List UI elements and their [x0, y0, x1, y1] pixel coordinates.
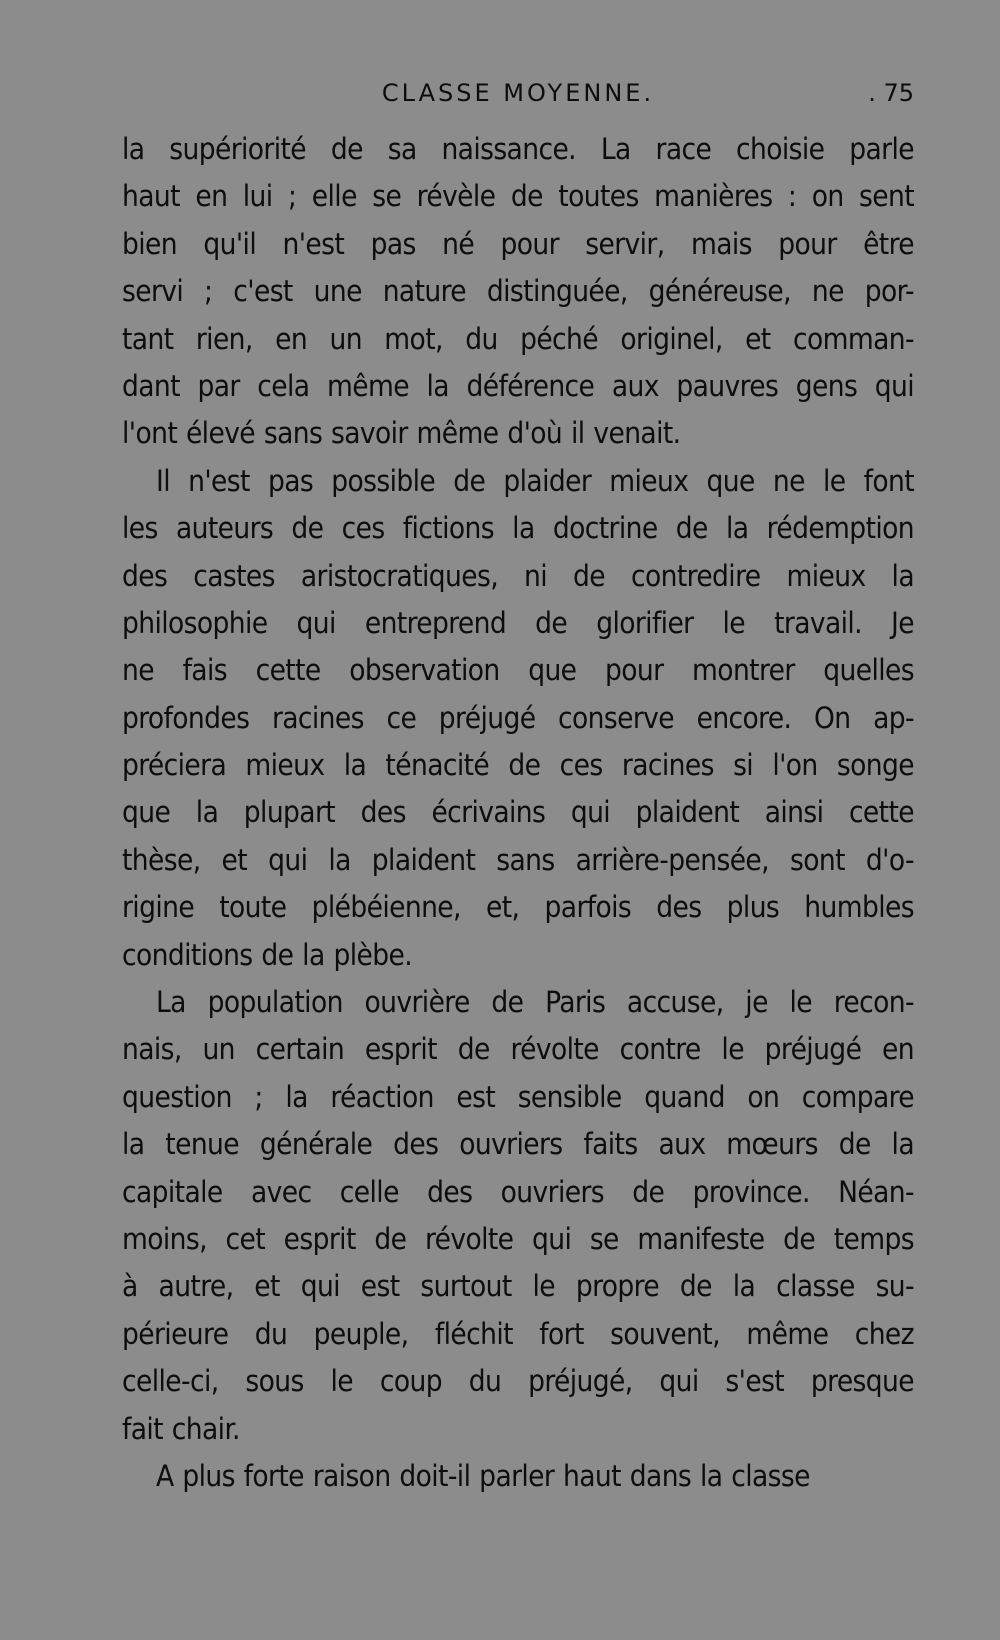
text-line: les auteurs de ces fictions la doctrine de la rédemption	[122, 511, 914, 546]
text-line: rigine toute plébéienne, et, parfois des plus humbles	[122, 890, 914, 925]
text-line: ne fais cette observation que pour montrer quelles	[122, 653, 914, 688]
text-line: celle-ci, sous le coup du préjugé, qui s'est presque	[122, 1364, 914, 1399]
text-line: préciera mieux la ténacité de ces racines si l'on songe	[122, 748, 914, 783]
text-line: capitale avec celle des ouvriers de province. Néan-	[122, 1174, 914, 1209]
text-line: la tenue générale des ouvriers faits aux mœurs de la	[122, 1127, 914, 1162]
text-line: des castes aristocratiques, ni de contredire mieux la	[122, 558, 914, 593]
text-line: nais, un certain esprit de révolte contre le préjugé en	[122, 1032, 914, 1067]
text-line: fait chair.	[122, 1411, 240, 1446]
text-line: haut en lui ; elle se révèle de toutes manières : on sent	[122, 179, 914, 214]
text-line: philosophie qui entreprend de glorifier le travail. Je	[122, 605, 914, 640]
text-line: profondes racines ce préjugé conserve encore. On ap-	[122, 700, 914, 735]
text-line: conditions de la plèbe.	[122, 937, 413, 972]
text-line: A plus forte raison doit-il parler haut dans la classe	[156, 1458, 810, 1493]
text-line: servi ; c'est une nature distinguée, généreuse, ne por-	[122, 274, 914, 309]
text-line: tant rien, en un mot, du péché originel, et comman-	[122, 321, 914, 356]
text-line: Il n'est pas possible de plaider mieux que ne le font	[156, 463, 914, 498]
text-line: bien qu'il n'est pas né pour servir, mais pour être	[122, 226, 914, 261]
page-number: . 75	[868, 79, 914, 107]
text-line: l'ont élevé sans savoir même d'où il venait.	[122, 416, 681, 451]
running-title: CLASSE MOYENNE.	[381, 79, 655, 107]
text-line: dant par cela même la déférence aux pauvres gens qui	[122, 368, 914, 403]
running-head	[122, 76, 914, 116]
text-line: La population ouvrière de Paris accuse, je le recon-	[156, 985, 914, 1020]
text-line: moins, cet esprit de révolte qui se manifeste de temps	[122, 1221, 914, 1256]
text-line: question ; la réaction est sensible quand on compare	[122, 1079, 914, 1114]
text-line: que la plupart des écrivains qui plaident ainsi cette	[122, 795, 914, 830]
text-line: la supériorité de sa naissance. La race choisie parle	[122, 132, 914, 166]
text-line: thèse, et qui la plaident sans arrière-pensée, sont d'o-	[122, 842, 914, 877]
text-line: périeure du peuple, fléchit fort souvent, même chez	[122, 1316, 914, 1351]
body-text	[122, 126, 914, 1500]
text-line: à autre, et qui est surtout le propre de la classe su-	[122, 1269, 914, 1304]
